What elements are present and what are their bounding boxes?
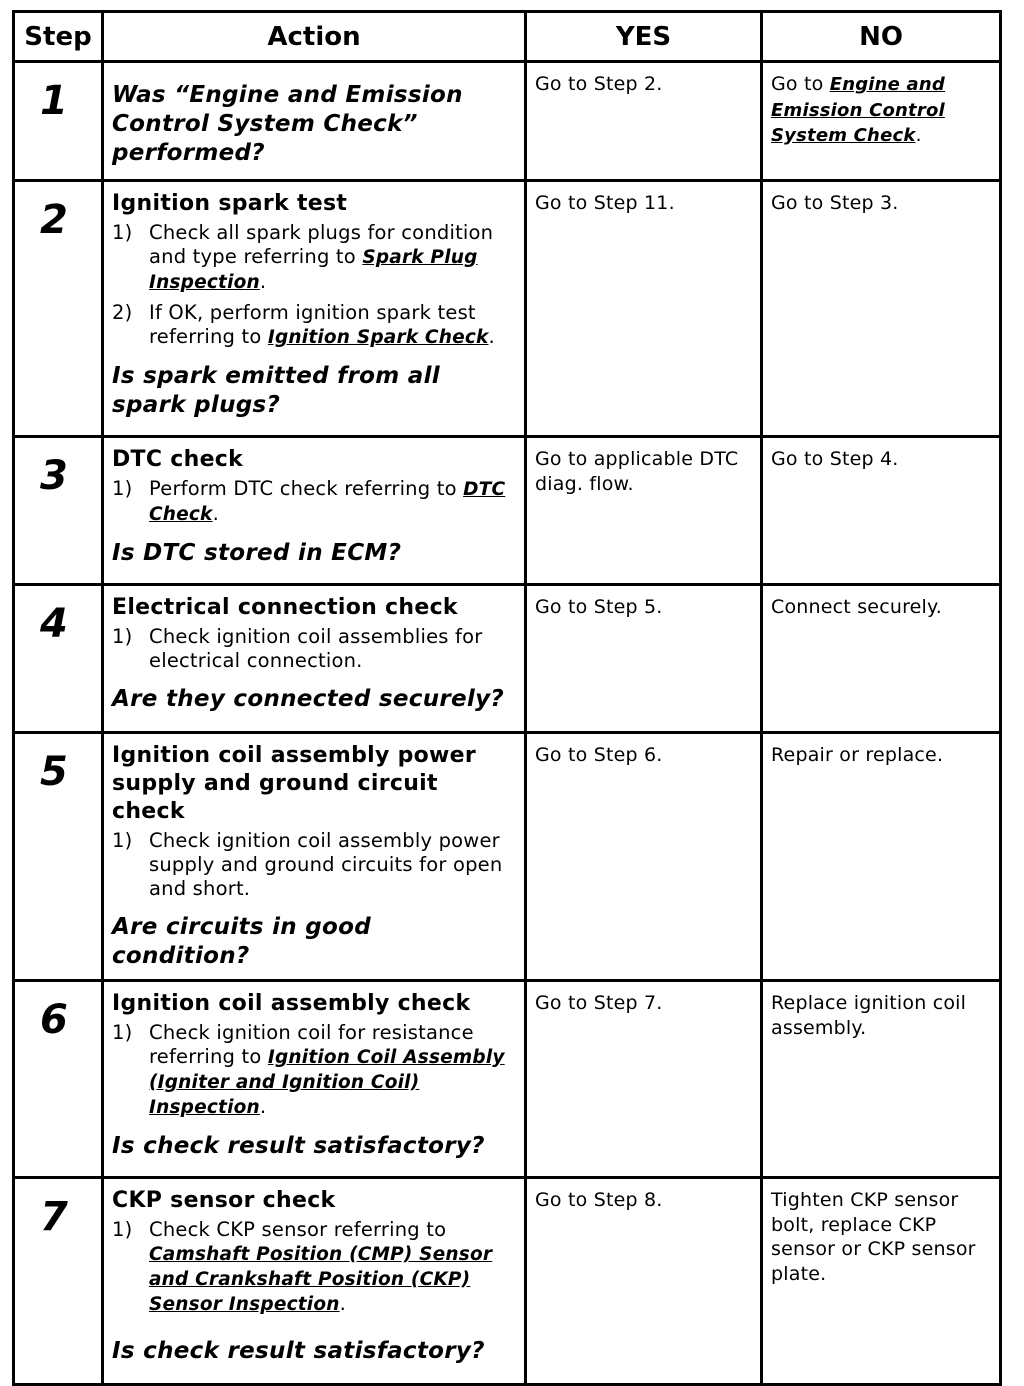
action-item <box>112 477 516 527</box>
table-row <box>14 585 1001 733</box>
yes-cell: Go to Step 11. <box>526 181 762 437</box>
header-action: Action <box>103 12 526 62</box>
step-title: Ignition spark test <box>112 191 348 216</box>
item-text: Perform DTC check referring to <box>149 477 464 500</box>
item-number: 1) <box>112 477 133 500</box>
reference-link[interactable]: Camshaft Position (CMP) Sensor and Crankshaft Position (CKP) Sensor Inspection <box>149 1244 493 1315</box>
item-text: Check ignition coil assembly power supply and ground circuits for open and short. <box>149 829 503 900</box>
step-number-cell <box>14 733 103 981</box>
step-number: 1 <box>40 78 68 124</box>
yes-cell: Go to Step 7. <box>526 981 762 1178</box>
action-list <box>112 477 516 527</box>
step-number-cell <box>14 1178 103 1385</box>
yes-cell: Go to Step 2. <box>526 62 762 181</box>
item-number: 1) <box>112 829 133 852</box>
yes-cell: Go to Step 8. <box>526 1178 762 1385</box>
step-number: 3 <box>40 453 68 499</box>
no-cell: Go to Step 4. <box>762 437 1001 585</box>
no-cell <box>762 62 1001 181</box>
table-row <box>14 981 1001 1178</box>
item-text-end: . <box>488 325 495 348</box>
table-row <box>14 181 1001 437</box>
step-number: 5 <box>40 749 68 795</box>
header-row <box>14 12 1001 62</box>
step-number: 2 <box>40 197 68 243</box>
item-text-end: . <box>259 1095 267 1118</box>
table-row <box>14 733 1001 981</box>
item-text-end: . <box>259 270 267 293</box>
action-item <box>112 1021 516 1120</box>
step-title: CKP sensor check <box>112 1188 336 1213</box>
step-title: Ignition coil assembly power supply and ground circuit check <box>112 743 477 824</box>
action-item <box>112 1218 516 1317</box>
yes-cell: Go to applicable DTC diag. flow. <box>526 437 762 585</box>
action-list <box>112 1021 516 1120</box>
step-number-cell <box>14 181 103 437</box>
action-item <box>112 301 516 350</box>
item-text-end: . <box>339 1292 347 1315</box>
no-cell: Tighten CKP sensor bolt, replace CKP sensor or CKP sensor plate. <box>762 1178 1001 1385</box>
action-cell <box>103 733 526 981</box>
item-text: Check ignition coil for resistance referring to <box>149 1021 474 1068</box>
no-text: Go to <box>771 73 830 95</box>
header-step: Step <box>14 12 103 62</box>
no-cell: Connect securely. <box>762 585 1001 733</box>
step-number-cell <box>14 62 103 181</box>
action-item <box>112 625 516 673</box>
action-item <box>112 221 516 295</box>
action-cell <box>103 62 526 181</box>
action-cell <box>103 437 526 585</box>
item-number: 1) <box>112 625 133 648</box>
action-cell <box>103 1178 526 1385</box>
step-question: Are they connected securely? <box>112 686 505 712</box>
item-text-end: . <box>212 502 219 525</box>
header-no: NO <box>762 12 1001 62</box>
step-question: Is spark emitted from all spark plugs? <box>112 363 440 418</box>
item-number: 1) <box>112 1218 133 1241</box>
action-list <box>112 829 516 901</box>
item-text: Check CKP sensor referring to <box>149 1218 447 1241</box>
action-list <box>112 221 516 350</box>
step-question: Is check result satisfactory? <box>112 1338 485 1364</box>
action-item <box>112 829 516 901</box>
action-cell <box>103 181 526 437</box>
yes-cell: Go to Step 5. <box>526 585 762 733</box>
step-question: Are circuits in good condition? <box>112 914 371 969</box>
action-cell <box>103 585 526 733</box>
step-number: 7 <box>40 1194 68 1240</box>
yes-cell: Go to Step 6. <box>526 733 762 981</box>
action-list <box>112 1218 516 1317</box>
item-number: 1) <box>112 221 133 244</box>
step-number: 6 <box>40 997 68 1043</box>
item-text: Check ignition coil assemblies for electrical connection. <box>149 625 483 672</box>
no-text-end: . <box>915 124 922 146</box>
step-title: Ignition coil assembly check <box>112 991 471 1016</box>
no-cell: Repair or replace. <box>762 733 1001 981</box>
table-row <box>14 62 1001 181</box>
reference-link[interactable]: Spark Plug Inspection <box>149 247 478 293</box>
item-number: 2) <box>112 301 133 324</box>
step-number-cell <box>14 981 103 1178</box>
step-question: Was “Engine and Emission Control System Check” performed? <box>112 82 463 166</box>
no-cell: Replace ignition coil assembly. <box>762 981 1001 1178</box>
no-cell: Go to Step 3. <box>762 181 1001 437</box>
reference-link[interactable]: DTC Check <box>149 479 506 525</box>
item-text: If OK, perform ignition spark test referring to <box>149 301 476 348</box>
reference-link[interactable]: Engine and Emission Control System Check <box>771 74 946 146</box>
table-row <box>14 437 1001 585</box>
step-number-cell <box>14 437 103 585</box>
step-number: 4 <box>40 601 68 647</box>
step-title: Electrical connection check <box>112 595 458 620</box>
action-cell <box>103 981 526 1178</box>
step-question: Is DTC stored in ECM? <box>112 540 402 566</box>
action-list <box>112 625 516 673</box>
table-row <box>14 1178 1001 1385</box>
diagnostic-flow-table <box>12 10 1002 1386</box>
reference-link[interactable]: Ignition Spark Check <box>267 327 489 348</box>
step-question: Is check result satisfactory? <box>112 1133 485 1159</box>
reference-link[interactable]: Ignition Coil Assembly (Igniter and Ignition Coil) Inspection <box>149 1047 505 1118</box>
item-number: 1) <box>112 1021 133 1044</box>
header-yes: YES <box>526 12 762 62</box>
step-number-cell <box>14 585 103 733</box>
item-text: Check all spark plugs for condition and type referring to <box>149 221 494 268</box>
step-title: DTC check <box>112 447 244 472</box>
